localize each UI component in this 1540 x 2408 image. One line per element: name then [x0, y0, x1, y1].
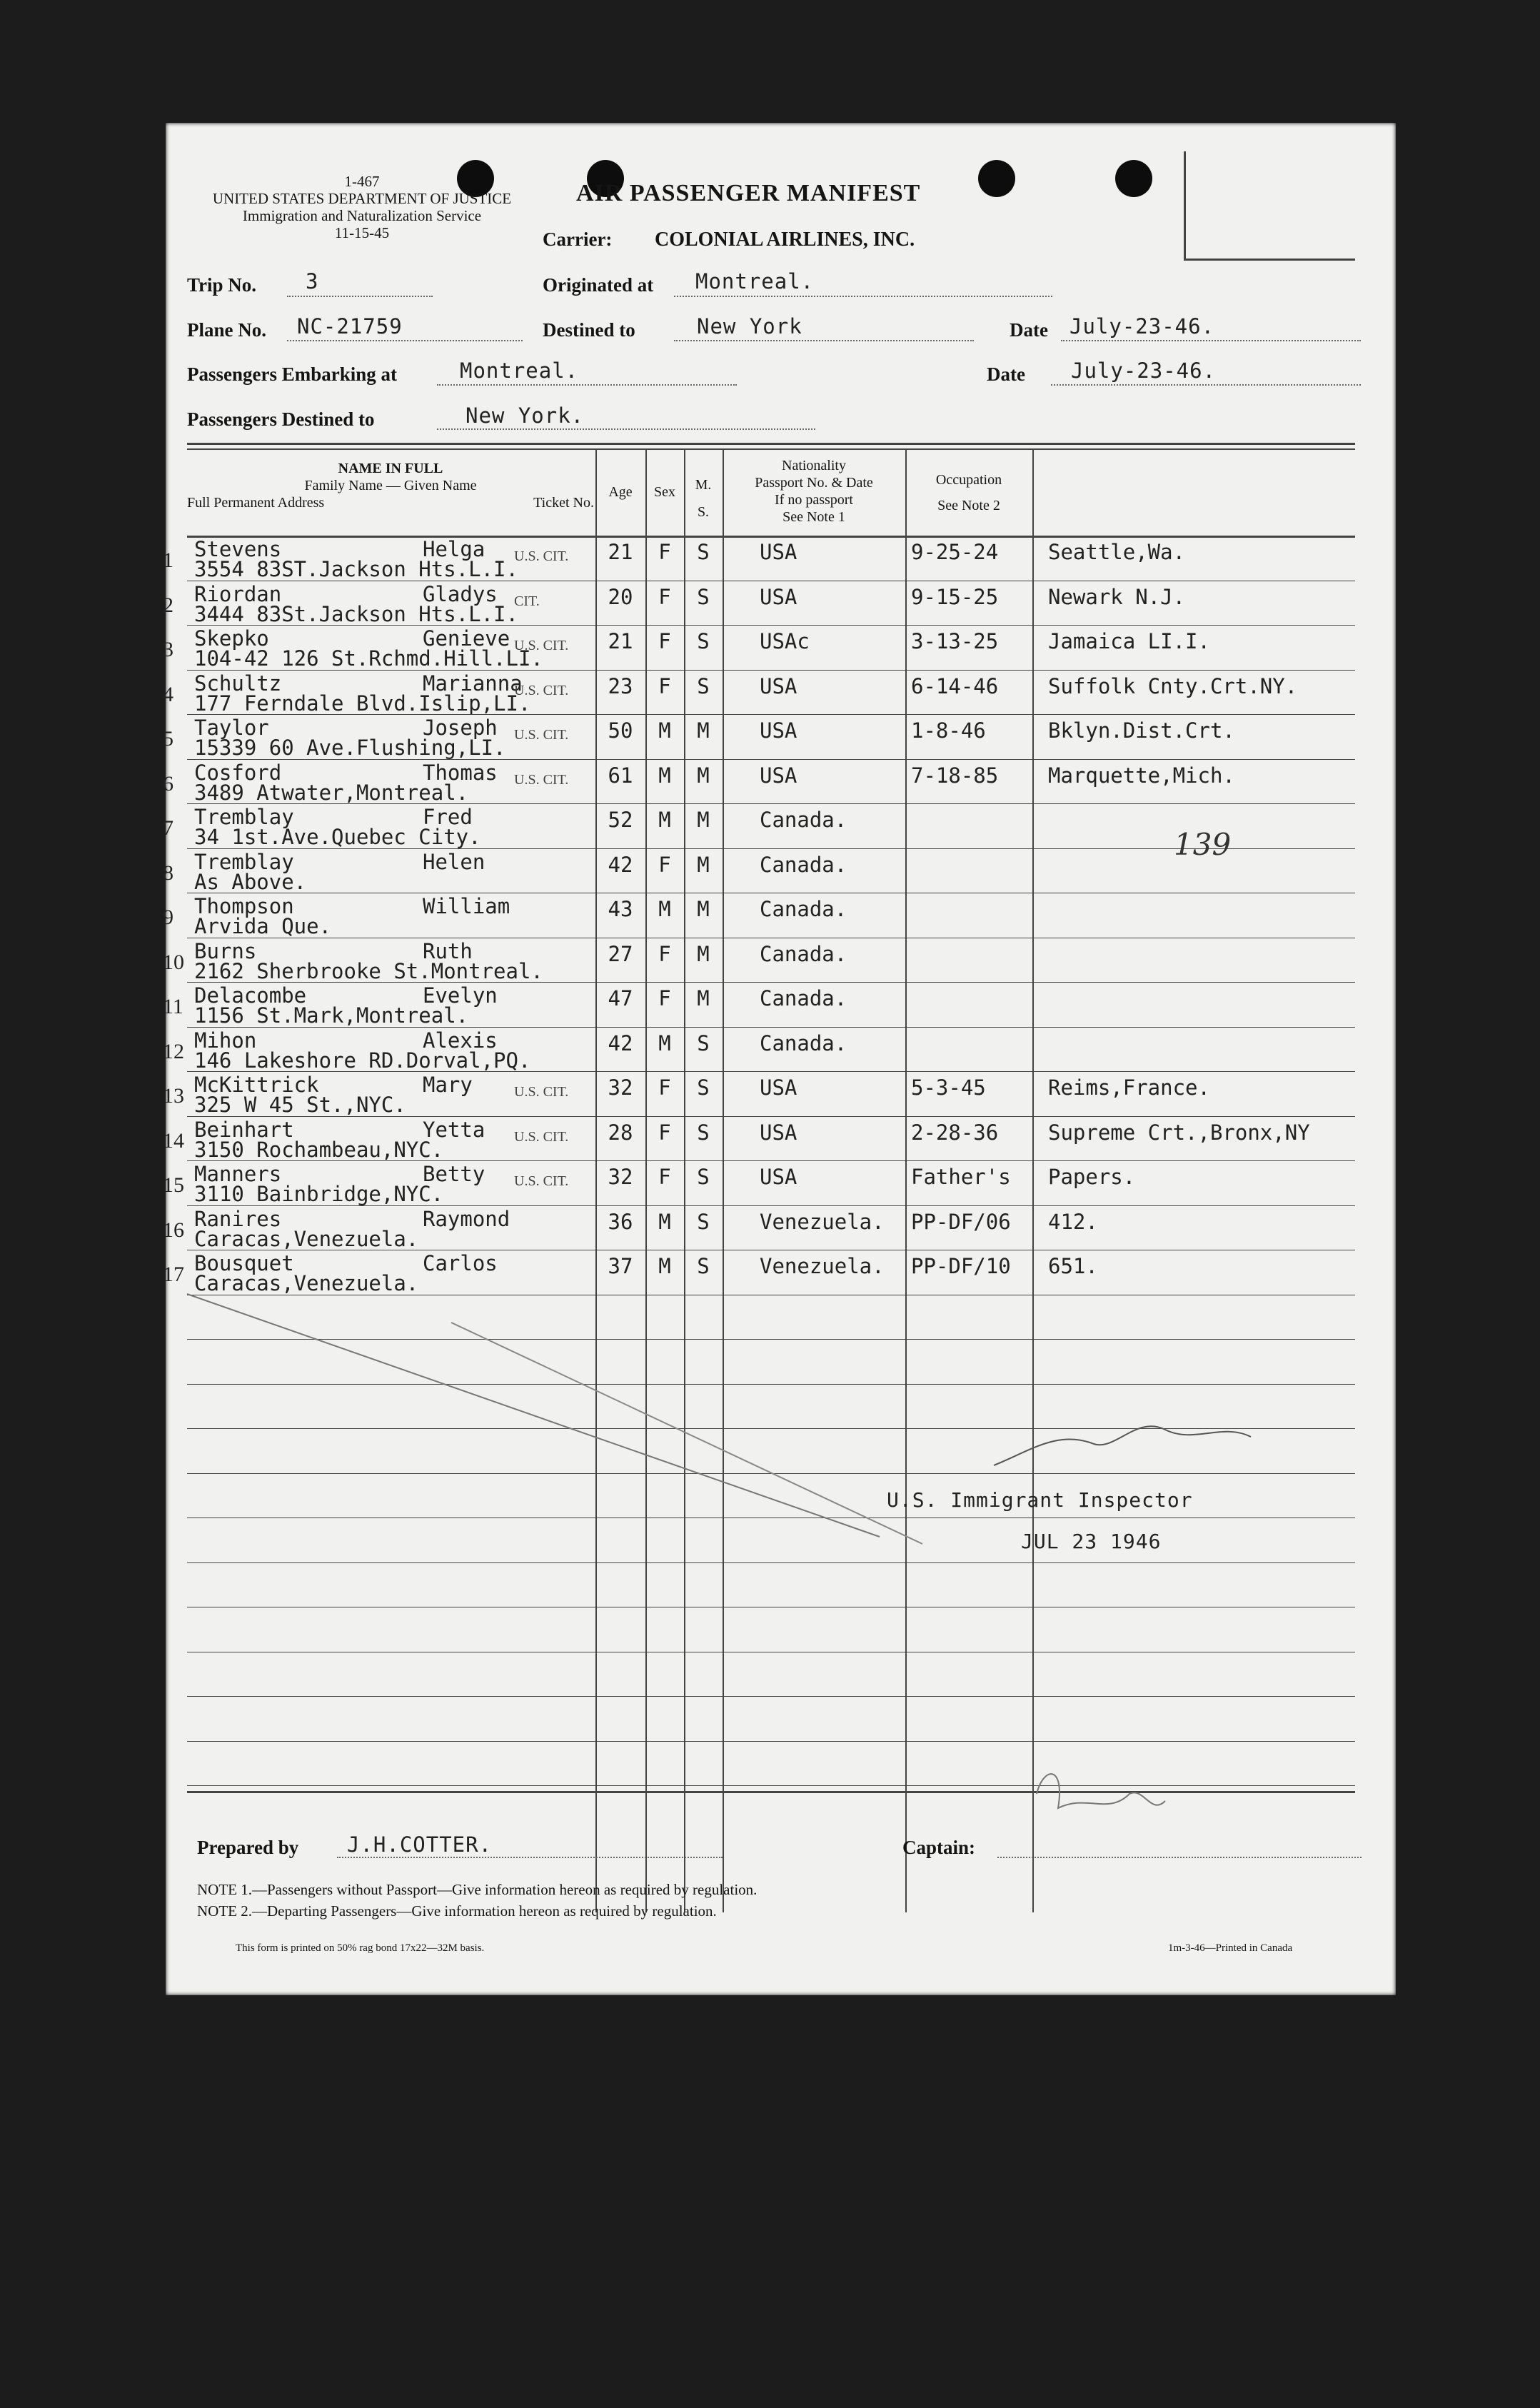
row-number: 11 — [163, 995, 183, 1018]
row-number: 7 — [163, 816, 173, 840]
destined-label: Destined to — [543, 319, 635, 341]
passenger-sex: F — [658, 584, 671, 609]
passenger-given-name: Evelyn — [423, 983, 498, 1008]
passenger-nationality: Canada. — [760, 1030, 847, 1055]
passenger-extra: Suffolk Cnty.Crt.NY. — [1048, 673, 1298, 698]
passenger-marital-status: S — [697, 1209, 710, 1234]
passenger-nationality: Canada. — [760, 941, 847, 966]
passenger-marital-status: S — [697, 584, 710, 609]
passenger-family-name: Schultz — [194, 671, 282, 696]
embarking-label: Passengers Embarking at — [187, 363, 398, 385]
passenger-nationality: USA — [760, 763, 797, 788]
passenger-sex: F — [658, 673, 671, 698]
manifest-sheet — [163, 123, 1396, 1995]
name-title: NAME IN FULL — [338, 461, 443, 476]
originated-label: Originated at — [543, 274, 654, 296]
citizen-note: U.S. CIT. — [514, 548, 569, 564]
passenger-address: 1156 St.Mark,Montreal. — [194, 1003, 469, 1028]
citizen-note: U.S. CIT. — [514, 727, 569, 743]
passenger-sex: M — [658, 1209, 671, 1234]
service-name: Immigration and Naturalization Service — [242, 207, 482, 224]
row-number: 5 — [163, 727, 173, 751]
passenger-family-name: Tremblay — [194, 805, 294, 829]
passenger-address: 3444 83St.Jackson Hts.L.I. — [194, 601, 518, 626]
occupation-header-line2: See Note 2 — [937, 498, 1000, 513]
citizen-note: U.S. CIT. — [514, 1173, 569, 1189]
passenger-sex: F — [658, 986, 671, 1010]
name-subtitle: Family Name — Given Name — [304, 478, 477, 493]
passenger-nationality: USA — [760, 1120, 797, 1145]
row-number: 3 — [163, 638, 173, 661]
passenger-occupation: 3-13-25 — [911, 629, 999, 653]
passenger-age: 61 — [608, 763, 633, 788]
passenger-given-name: William — [423, 894, 510, 918]
passenger-marital-status: S — [697, 629, 710, 653]
inspector-label: U.S. Immigrant Inspector — [887, 1488, 1193, 1512]
passenger-marital-status: S — [697, 1165, 710, 1189]
passenger-age: 21 — [608, 629, 633, 653]
ms-header-m: M. — [695, 477, 712, 493]
date-value: July-23-46. — [1070, 314, 1215, 338]
passenger-occupation: 9-25-24 — [911, 540, 999, 564]
occupation-header-line1: Occupation — [935, 472, 1002, 488]
form-date: 11-15-45 — [334, 224, 390, 241]
passenger-marital-status: M — [697, 986, 710, 1010]
passenger-sex: F — [658, 540, 671, 564]
passenger-age: 32 — [608, 1075, 633, 1100]
passenger-sex: F — [658, 941, 671, 966]
pencil-strike-lines — [166, 123, 1396, 1995]
passenger-marital-status: M — [697, 718, 710, 743]
passenger-occupation: 2-28-36 — [911, 1120, 999, 1145]
date2-label: Date — [987, 363, 1025, 385]
passenger-sex: M — [658, 1254, 671, 1278]
passenger-given-name: Raymond — [423, 1206, 510, 1231]
passenger-sex: F — [658, 1075, 671, 1100]
row-number: 12 — [163, 1039, 184, 1063]
passenger-nationality: USAc — [760, 629, 810, 653]
row-number: 2 — [163, 593, 173, 617]
passenger-address: 34 1st.Ave.Quebec City. — [194, 825, 481, 849]
passenger-family-name: Beinhart — [194, 1117, 294, 1142]
plane-value: NC-21759 — [297, 314, 403, 338]
passenger-given-name: Marianna — [423, 671, 523, 696]
row-number: 10 — [163, 950, 184, 974]
passenger-sex: M — [658, 808, 671, 832]
passenger-age: 43 — [608, 897, 633, 921]
passenger-given-name: Helga — [423, 537, 485, 561]
passenger-sex: F — [658, 1120, 671, 1145]
passenger-nationality: USA — [760, 584, 797, 609]
passenger-given-name: Fred — [423, 805, 473, 829]
passenger-marital-status: S — [697, 1120, 710, 1145]
passenger-address: 325 W 45 St.,NYC. — [194, 1093, 406, 1117]
address-header: Full Permanent Address — [187, 495, 325, 511]
captain-label: Captain: — [902, 1837, 976, 1858]
passenger-given-name: Betty — [423, 1162, 485, 1186]
row-number: 17 — [163, 1263, 184, 1286]
form-number: 1-467 — [344, 173, 380, 190]
passenger-address: 146 Lakeshore RD.Dorval,PQ. — [194, 1048, 531, 1073]
passenger-nationality: USA — [760, 1165, 797, 1189]
passenger-address: 3150 Rochambeau,NYC. — [194, 1137, 444, 1162]
passenger-family-name: Riordan — [194, 581, 282, 606]
passenger-age: 28 — [608, 1120, 633, 1145]
passenger-age: 21 — [608, 540, 633, 564]
row-number: 9 — [163, 905, 173, 929]
row-number: 4 — [163, 682, 173, 706]
plane-label: Plane No. — [187, 319, 266, 341]
passenger-family-name: Ranires — [194, 1206, 282, 1231]
captain-signature — [1037, 1774, 1165, 1808]
passenger-marital-status: M — [697, 852, 710, 877]
inspector-signature — [994, 1426, 1251, 1465]
citizen-note: U.S. CIT. — [514, 771, 569, 788]
passenger-extra: Newark N.J. — [1048, 584, 1186, 609]
passenger-family-name: Burns — [194, 938, 257, 963]
passenger-given-name: Ruth — [423, 938, 473, 963]
passenger-sex: M — [658, 763, 671, 788]
passenger-nationality: USA — [760, 1075, 797, 1100]
printed-note: This form is printed on 50% rag bond 17x22—32M basis. — [236, 1942, 485, 1954]
passenger-address: Arvida Que. — [194, 914, 332, 938]
passenger-address: As Above. — [194, 869, 307, 894]
stamp-date: JUL 23 1946 — [1021, 1530, 1162, 1553]
ticket-header: Ticket No. — [533, 495, 594, 511]
passenger-extra: Marquette,Mich. — [1048, 763, 1235, 788]
passenger-extra: Reims,France. — [1048, 1075, 1210, 1100]
prepared-value: J.H.COTTER. — [347, 1832, 493, 1857]
passenger-family-name: Manners — [194, 1162, 282, 1186]
passenger-marital-status: S — [697, 673, 710, 698]
passenger-address: 104-42 126 St.Rchmd.Hill.LI. — [194, 646, 543, 671]
passenger-given-name: Gladys — [423, 581, 498, 606]
field-line — [337, 1857, 723, 1858]
passenger-occupation: 6-14-46 — [911, 673, 999, 698]
nationality-header-line4: See Note 1 — [782, 509, 845, 525]
passenger-sex: F — [658, 629, 671, 653]
passenger-occupation: Father's — [911, 1165, 1011, 1189]
passenger-nationality: Canada. — [760, 986, 847, 1010]
passenger-marital-status: S — [697, 1030, 710, 1055]
date2-value: July-23-46. — [1071, 358, 1217, 383]
field-line — [997, 1857, 1362, 1858]
passenger-address: 177 Ferndale Blvd.Islip,LI. — [194, 691, 531, 716]
passenger-given-name: Yetta — [423, 1117, 485, 1142]
passenger-nationality: USA — [760, 540, 797, 564]
carrier-label: Carrier: — [543, 229, 613, 250]
passenger-nationality: USA — [760, 718, 797, 743]
passenger-marital-status: M — [697, 941, 710, 966]
passenger-address: 15339 60 Ave.Flushing,LI. — [194, 736, 506, 760]
passenger-family-name: Stevens — [194, 537, 282, 561]
passenger-given-name: Thomas — [423, 760, 498, 785]
row-number: 14 — [163, 1128, 184, 1153]
passenger-family-name: Tremblay — [194, 849, 294, 874]
carrier-name: COLONIAL AIRLINES, INC. — [655, 229, 915, 251]
passenger-address: 3554 83ST.Jackson Hts.L.I. — [194, 557, 518, 581]
passenger-extra: Seattle,Wa. — [1048, 540, 1186, 564]
page-title: AIR PASSENGER MANIFEST — [576, 180, 921, 206]
passenger-age: 52 — [608, 808, 633, 832]
passenger-nationality: Venezuela. — [760, 1209, 885, 1234]
department-name: UNITED STATES DEPARTMENT OF JUSTICE — [212, 190, 512, 207]
passenger-age: 20 — [608, 584, 633, 609]
passenger-marital-status: M — [697, 808, 710, 832]
nationality-header-line1: Nationality — [782, 458, 846, 473]
passenger-given-name: Joseph — [423, 716, 498, 740]
passenger-address: Caracas,Venezuela. — [194, 1271, 419, 1295]
passenger-age: 32 — [608, 1165, 633, 1189]
date-label: Date — [1010, 319, 1048, 341]
sex-header: Sex — [654, 484, 675, 500]
passenger-sex: M — [658, 897, 671, 921]
passenger-marital-status: S — [697, 1254, 710, 1278]
passenger-marital-status: M — [697, 897, 710, 921]
passenger-occupation: 7-18-85 — [911, 763, 999, 788]
prepared-label: Prepared by — [197, 1837, 299, 1858]
passenger-nationality: Canada. — [760, 897, 847, 921]
ms-header-s: S. — [697, 504, 710, 520]
passenger-age: 42 — [608, 852, 633, 877]
passenger-given-name: Alexis — [423, 1028, 498, 1053]
passenger-sex: F — [658, 1165, 671, 1189]
passenger-extra: 651. — [1048, 1254, 1098, 1278]
passenger-family-name: Mihon — [194, 1028, 257, 1053]
passenger-age: 50 — [608, 718, 633, 743]
passenger-nationality: Venezuela. — [760, 1254, 885, 1278]
row-number: 15 — [163, 1173, 184, 1197]
passenger-nationality: USA — [760, 673, 797, 698]
passenger-occupation: PP-DF/10 — [911, 1254, 1011, 1278]
passenger-address: Caracas,Venezuela. — [194, 1226, 419, 1251]
passenger-nationality: Canada. — [760, 808, 847, 832]
passenger-age: 37 — [608, 1254, 633, 1278]
passenger-marital-status: S — [697, 1075, 710, 1100]
row-number: 16 — [163, 1218, 184, 1242]
passenger-family-name: Bousquet — [194, 1251, 294, 1275]
passenger-extra: Jamaica LI.I. — [1048, 629, 1210, 653]
printed-right: 1m-3-46—Printed in Canada — [1168, 1942, 1293, 1954]
passenger-given-name: Carlos — [423, 1251, 498, 1275]
passenger-family-name: McKittrick — [194, 1073, 319, 1097]
passenger-given-name: Genieve — [423, 626, 510, 651]
pdest-label: Passengers Destined to — [187, 408, 375, 430]
nationality-header-line2: Passport No. & Date — [755, 475, 873, 491]
trip-label: Trip No. — [187, 274, 257, 296]
passenger-marital-status: M — [697, 763, 710, 788]
citizen-note: U.S. CIT. — [514, 682, 569, 698]
passenger-occupation: PP-DF/06 — [911, 1209, 1011, 1234]
passenger-sex: M — [658, 718, 671, 743]
passenger-given-name: Helen — [423, 849, 485, 874]
row-number: 1 — [163, 548, 173, 572]
passenger-family-name: Taylor — [194, 716, 269, 740]
passenger-family-name: Delacombe — [194, 983, 307, 1008]
row-number: 8 — [163, 861, 173, 885]
passenger-age: 42 — [608, 1030, 633, 1055]
passenger-family-name: Skepko — [194, 626, 269, 651]
destined-value: New York — [697, 314, 802, 338]
passenger-extra: Bklyn.Dist.Crt. — [1048, 718, 1235, 743]
age-header: Age — [608, 484, 633, 500]
citizen-note: U.S. CIT. — [514, 1128, 569, 1145]
passenger-age: 27 — [608, 941, 633, 966]
note-2: NOTE 2.—Departing Passengers—Give information hereon as required by regulation. — [197, 1902, 717, 1920]
passenger-nationality: Canada. — [760, 852, 847, 877]
citizen-note: U.S. CIT. — [514, 1084, 569, 1100]
passenger-occupation: 1-8-46 — [911, 718, 986, 743]
originated-value: Montreal. — [695, 269, 815, 294]
passenger-family-name: Cosford — [194, 760, 282, 785]
passenger-occupation: 9-15-25 — [911, 584, 999, 609]
pdest-value: New York. — [465, 403, 585, 428]
passenger-age: 23 — [608, 673, 633, 698]
passenger-age: 36 — [608, 1209, 633, 1234]
citizen-note: CIT. — [514, 593, 540, 609]
passenger-extra: Papers. — [1048, 1165, 1136, 1189]
row-number: 13 — [163, 1084, 184, 1108]
passenger-sex: F — [658, 852, 671, 877]
citizen-note: U.S. CIT. — [514, 638, 569, 653]
passenger-extra: 412. — [1048, 1209, 1098, 1234]
passenger-extra: Supreme Crt.,Bronx,NY — [1048, 1120, 1310, 1145]
passenger-marital-status: S — [697, 540, 710, 564]
row-number: 6 — [163, 771, 173, 796]
passenger-given-name: Mary — [423, 1073, 473, 1097]
passenger-address: 2162 Sherbrooke St.Montreal. — [194, 958, 543, 983]
note-1: NOTE 1.—Passengers without Passport—Give information hereon as required by regulation. — [197, 1881, 758, 1898]
passenger-age: 47 — [608, 986, 633, 1010]
trip-value: 3 — [306, 269, 319, 294]
passenger-address: 3110 Bainbridge,NYC. — [194, 1182, 444, 1206]
passenger-family-name: Thompson — [194, 894, 294, 918]
passenger-address: 3489 Atwater,Montreal. — [194, 780, 469, 805]
passenger-occupation: 5-3-45 — [911, 1075, 986, 1100]
count-annotation: 139 — [1174, 827, 1232, 862]
passenger-sex: M — [658, 1030, 671, 1055]
nationality-header-line3: If no passport — [775, 492, 853, 508]
embarking-value: Montreal. — [460, 358, 579, 383]
